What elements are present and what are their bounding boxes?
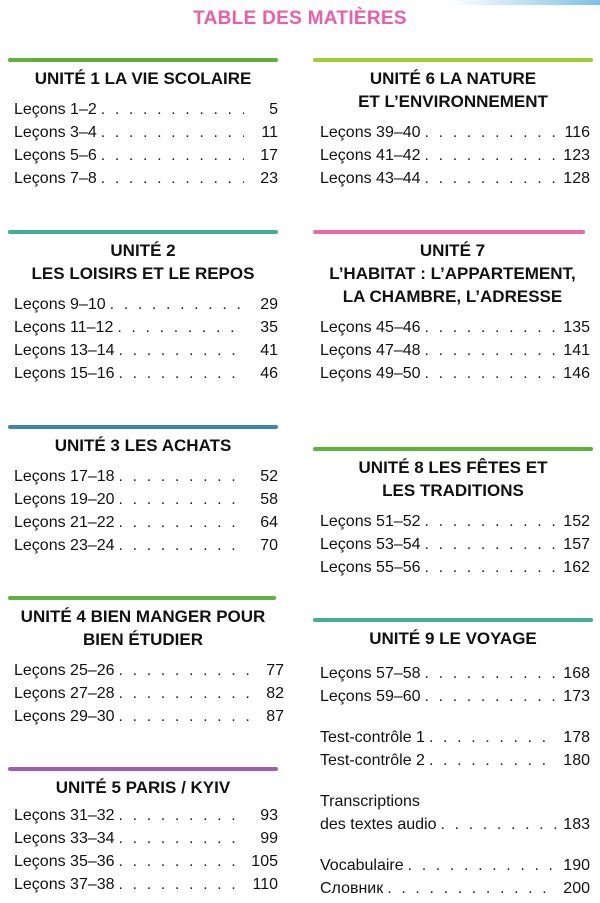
leader-dots <box>425 167 556 190</box>
unit-divider <box>313 618 593 622</box>
leader-dots <box>101 121 244 144</box>
unit-heading: UNITÉ 3 LES ACHATS <box>54 436 232 455</box>
leader-dots <box>441 813 556 836</box>
unit-heading: UNITÉ 9 LE VOYAGE <box>369 629 537 648</box>
toc-entry-transcriptions[interactable]: des textes audio . . . 183 <box>320 813 590 836</box>
unit-6 <box>313 58 593 190</box>
leader-dots <box>425 144 556 167</box>
leader-dots <box>101 144 244 167</box>
unit-divider <box>8 58 278 62</box>
unit-7 <box>305 230 600 385</box>
toc-entry[interactable]: Leçons 13–14 . . . 41 <box>14 339 278 362</box>
leader-dots <box>119 804 244 827</box>
leader-dots <box>425 362 556 385</box>
unit-divider <box>313 58 593 62</box>
toc-entry[interactable]: Leçons 25–26 . . . 77 <box>14 659 284 682</box>
corner-decoration <box>450 0 600 5</box>
leader-dots <box>119 511 244 534</box>
toc-entry-test[interactable]: Test-contrôle 2 . . . 180 <box>320 749 590 772</box>
toc-entry-test[interactable]: Test-contrôle 1 . . . 178 <box>320 726 590 749</box>
toc-entry[interactable]: Leçons 19–20 . . . 58 <box>14 488 278 511</box>
unit-1 <box>8 58 278 190</box>
unit-heading: UNITÉ 4 BIEN MANGER POUR BIEN ÉTUDIER <box>20 607 266 649</box>
leader-dots <box>119 827 244 850</box>
toc-entry[interactable]: Leçons 33–34 . . . 99 <box>14 827 278 850</box>
unit-divider <box>8 596 276 600</box>
toc-entry[interactable]: Leçons 45–46 . . . 135 <box>320 316 590 339</box>
leader-dots <box>119 873 244 896</box>
leader-dots <box>119 534 244 557</box>
leader-dots <box>119 488 244 511</box>
toc-entry-vocabulaire[interactable]: Vocabulaire . . . 190 <box>320 854 590 877</box>
leader-dots <box>110 293 244 316</box>
toc-entry[interactable]: Leçons 27–28 . . . 82 <box>14 682 284 705</box>
unit-divider <box>313 447 593 451</box>
toc-entry[interactable]: Leçons 35–36 . . . 105 <box>14 850 278 873</box>
unit-heading: UNITÉ 5 PARIS / KYIV <box>55 778 231 797</box>
page-title: TABLE DES MATIÈRES <box>193 8 407 29</box>
leader-dots <box>119 659 250 682</box>
toc-entry[interactable]: Leçons 1–2 . . . 5 <box>14 98 278 121</box>
toc-entry[interactable]: Leçons 11–12 . . . 35 <box>14 316 278 339</box>
leader-dots <box>119 362 244 385</box>
unit-divider <box>8 230 278 234</box>
leader-dots <box>425 121 556 144</box>
unit-heading: UNITÉ 6 LA NATURE ET L’ENVIRONNEMENT <box>358 69 548 111</box>
leader-dots <box>429 749 556 772</box>
unit-9 <box>313 618 593 900</box>
unit-5 <box>8 767 278 896</box>
unit-heading: UNITÉ 8 LES FÊTES ET LES TRADITIONS <box>358 458 548 500</box>
unit-8 <box>313 447 593 579</box>
leader-dots <box>425 662 556 685</box>
toc-entry[interactable]: Leçons 49–50 . . . 146 <box>320 362 590 385</box>
toc-entry[interactable]: Leçons 43–44 . . . 128 <box>320 167 590 190</box>
leader-dots <box>425 316 556 339</box>
unit-divider <box>8 425 278 429</box>
toc-entry[interactable]: Leçons 7–8 . . . 23 <box>14 167 278 190</box>
toc-entry[interactable]: Leçons 59–60 . . . 173 <box>320 685 590 708</box>
toc-entry[interactable]: Leçons 51–52 . . . 152 <box>320 510 590 533</box>
unit-heading: UNITÉ 1 LA VIE SCOLAIRE <box>34 69 252 88</box>
toc-entry[interactable]: Leçons 47–48 . . . 141 <box>320 339 590 362</box>
toc-entry[interactable]: Leçons 3–4 . . . 11 <box>14 121 278 144</box>
toc-entry[interactable]: Leçons 31–32 . . . 93 <box>14 804 278 827</box>
transcriptions-label: Transcriptions <box>320 793 420 810</box>
toc-entry[interactable]: Leçons 23–24 . . . 70 <box>14 534 278 557</box>
toc-entry-slovnyk[interactable]: Словник . . . 200 <box>320 877 590 900</box>
unit-4 <box>0 596 286 728</box>
toc-entry[interactable]: Leçons 39–40 . . . 116 <box>320 121 590 144</box>
leader-dots <box>425 510 556 533</box>
leader-dots <box>119 465 244 488</box>
toc-entry[interactable]: Leçons 53–54 . . . 157 <box>320 533 590 556</box>
toc-entry[interactable]: Leçons 15–16 . . . 46 <box>14 362 278 385</box>
toc-entry[interactable]: Leçons 55–56 . . . 162 <box>320 556 590 579</box>
unit-3 <box>8 425 278 557</box>
toc-entry[interactable]: Leçons 41–42 . . . 123 <box>320 144 590 167</box>
toc-entry[interactable]: Leçons 29–30 . . . 87 <box>14 705 284 728</box>
toc-entry[interactable]: Leçons 5–6 . . . 17 <box>14 144 278 167</box>
leader-dots <box>425 685 556 708</box>
toc-entry[interactable]: Leçons 21–22 . . . 64 <box>14 511 278 534</box>
leader-dots <box>119 682 250 705</box>
leader-dots <box>387 877 556 900</box>
leader-dots <box>119 705 250 728</box>
leader-dots <box>119 850 244 873</box>
toc-entry[interactable]: Leçons 57–58 . . . 168 <box>320 662 590 685</box>
leader-dots <box>429 726 556 749</box>
leader-dots <box>101 98 244 121</box>
unit-heading: UNITÉ 7 L’HABITAT : L’APPARTEMENT, LA CHAMBRE, L’ADRESSE <box>329 241 576 306</box>
leader-dots <box>408 854 556 877</box>
toc-entry[interactable]: Leçons 9–10 . . . 29 <box>14 293 278 316</box>
toc-entry[interactable]: Leçons 37–38 . . . 110 <box>14 873 278 896</box>
toc-entry[interactable]: Leçons 17–18 . . . 52 <box>14 465 278 488</box>
unit-2 <box>8 230 278 385</box>
unit-divider <box>8 767 278 771</box>
leader-dots <box>425 556 556 579</box>
unit-divider <box>313 230 585 234</box>
unit-heading: UNITÉ 2 LES LOISIRS ET LE REPOS <box>31 241 255 283</box>
leader-dots <box>425 533 556 556</box>
leader-dots <box>119 339 244 362</box>
leader-dots <box>101 167 244 190</box>
leader-dots <box>117 316 244 339</box>
leader-dots <box>425 339 556 362</box>
